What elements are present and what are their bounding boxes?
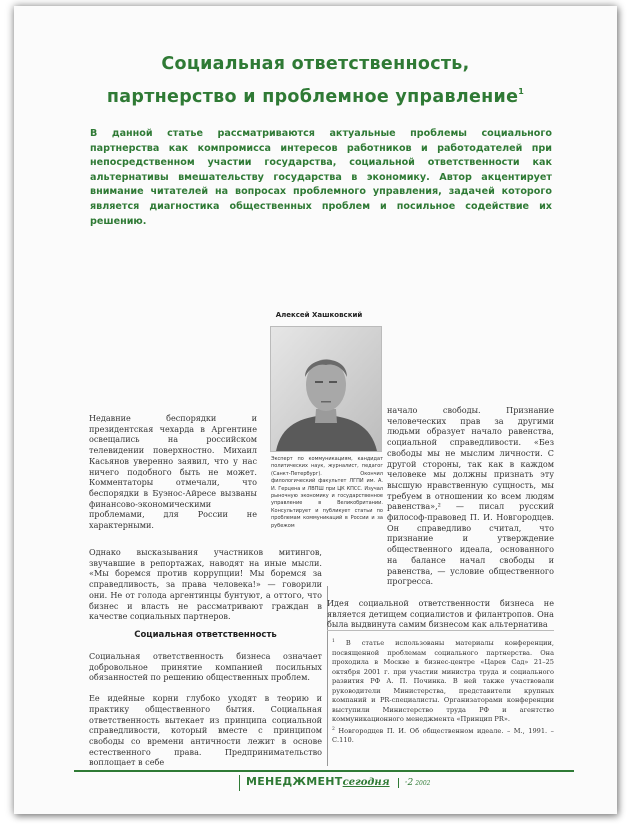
author-name: Алексей Хашковский — [275, 311, 363, 319]
paragraph: Идея социальной ответственности бизнеса не является детищем социалистов и филантропов. Она была выдвинута самим бизнесом как альтернатива — [327, 598, 554, 630]
footnote-divider — [327, 630, 554, 631]
article-title-line-1: Социальная ответственность, — [161, 54, 470, 74]
footnote-1: $^1$ В статье использованы материалы конференции, посвященной проблемам социального партнерства. Она проходила в Москве в бизнес-центре «Царев Сад» 21–25 октября 2001 г. при участии министра труда и социального развития РФ А. П. Починка. В ней также участвовали руководители Министерства, представители крупных компаний и PR-специалисты. Организаторами конференции выступили Министерство труда РФ и агентство коммуникационного менеджмента «Принцип PR». — [332, 639, 554, 724]
footer-rule — [74, 770, 574, 772]
title-footnote-mark: 1 — [518, 87, 525, 96]
author-bio: Эксперт по коммуникациям, кандидат политических наук, журналист, педагог (Санкт-Петербург). Окончил филологический факультет ЛГПИ им. А. И. Герцена и ЛВПШ при ЦК КПСС. Изучал рыночную экономику и государственное управление в Великобритании. Консультирует и публикует статьи по проблемам коммуникаций в России и за рубежом — [271, 456, 383, 529]
paragraph: Ее идейные корни глубоко уходят в теорию и практику общественного бытия. Социальная ответственность вытекает из принципа социальной справедливости, который вместе с принципом свободы со времени античности лежит в основе естественного права. Предпринимательство воплощает в себе — [89, 693, 322, 768]
author-photo — [270, 326, 382, 452]
body-column-left-bottom — [89, 651, 322, 768]
paragraph: Социальная ответственность бизнеса означает добровольное принятие компанией посильных обязанностей по решению общественных проблем. — [89, 651, 322, 683]
article-title-line-2: партнерство и проблемное управление$^1$ — [106, 87, 525, 107]
article-lead: В данной статье рассматриваются актуальные проблемы социального партнерства как компромисса интересов работников и работодателей при непосредственном участии государства, социальной ответственности как альтернативы вмешательству государства в экономику. Автор акцентирует внимание читателей на вопросах проблемного управления, задачей которого является диагностика общественных проблем и посильное содействие их решению. — [90, 128, 552, 227]
magazine-page — [14, 6, 617, 814]
paragraph: Недавние беспорядки и президентская чехарда в Аргентине освещались на российском телевидении поверхностно. Михаил Касьянов уверенно заявил, что у нас ничего подобного быть не может. Комментаторы отмечали, что беспорядки в Буэнос-Айресе вызваны финансово-экономическими проблемами, для России не характерными. — [89, 413, 257, 531]
footnotes — [332, 637, 554, 746]
issue-number: ·2 2002 — [398, 778, 431, 788]
paragraph: начало свободы. Признание человеческих прав за другими людьми образует начало равенства, социальной справедливости. «Без свободы мы не мыслим личности. С другой стороны, так как в каждом человеке мы должны признать эту высшую нравственную сущность, мы требуем в отношении ко всем людям равенства»,² — писал русский философ-правовед П. И. Новгородцев. Он справедливо считал, что признание и утверждение общественного идеала, основанного на балансе начал свободы и равенства, — условие общественного прогресса. — [387, 405, 554, 587]
body-column-left-top — [89, 413, 257, 531]
body-column-left-middle — [89, 547, 322, 622]
footnote-2: $^2$ Новгородцев П. И. Об общественном идеале. – М., 1991. – С.110. — [332, 726, 554, 745]
magazine-name: МЕНЕДЖМЕНТ — [246, 775, 343, 788]
body-column-middle — [327, 598, 554, 630]
magazine-name-suffix: сегодня — [342, 777, 390, 788]
section-heading: Социальная ответственность — [134, 630, 277, 640]
paragraph: Однако высказывания участников митингов, звучавшие в репортажах, наводят на иные мысли. «Мы боремся против коррупции! Мы боремся за справедливость, за права человека!» — говорили они. Не от голода аргентинцы бунтуют, а оттого, что бизнес и власть не рассматривают граждан в качестве социальных партнеров. — [89, 547, 322, 622]
magazine-footer — [239, 775, 430, 791]
body-column-right — [387, 405, 554, 587]
author-portrait-image — [271, 327, 381, 451]
